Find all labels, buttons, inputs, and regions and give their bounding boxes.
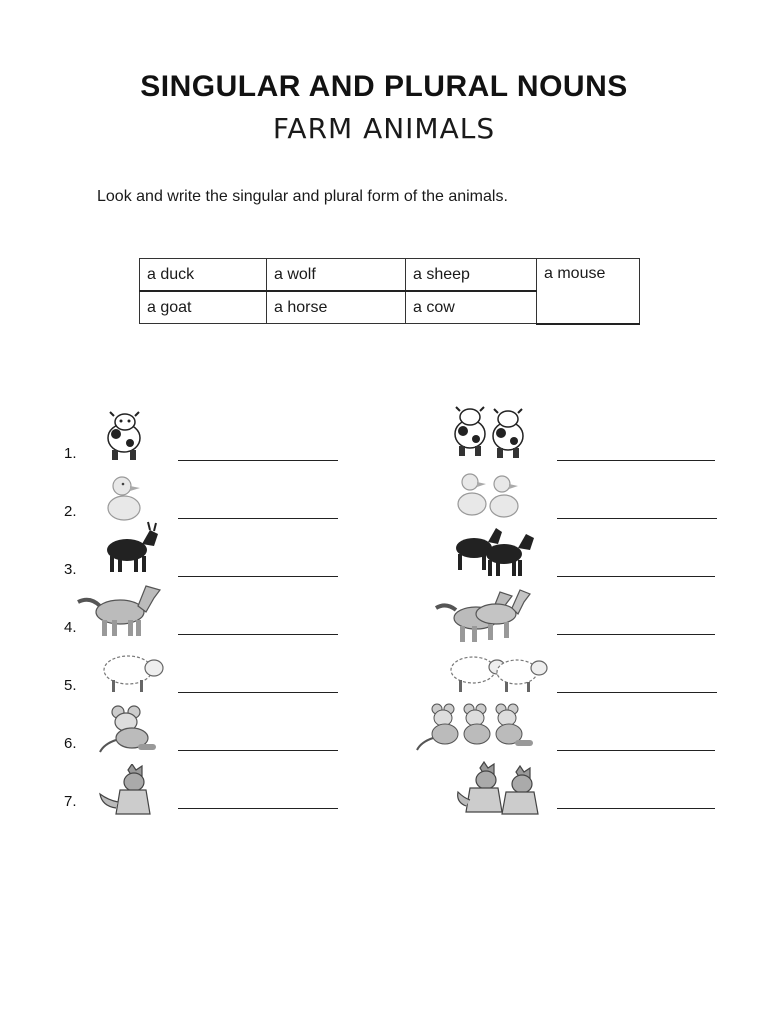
word-bank-cell: a duck	[140, 259, 267, 292]
answer-line-singular[interactable]	[178, 750, 338, 751]
answer-line-singular[interactable]	[178, 460, 338, 461]
wolf-icon	[98, 764, 156, 818]
goat-icon	[102, 520, 162, 576]
horse-icon	[76, 576, 166, 642]
word-bank-cell: a horse	[267, 291, 406, 324]
answer-line-plural[interactable]	[557, 576, 715, 577]
answer-line-singular[interactable]	[178, 808, 338, 809]
answer-line-plural[interactable]	[557, 518, 717, 519]
three-mice-icon	[415, 700, 539, 756]
two-goats-icon	[452, 520, 538, 578]
exercise-number: 6.	[64, 735, 77, 752]
instructions-text: Look and write the singular and plural form of the animals.	[97, 188, 508, 205]
duck-icon	[104, 472, 144, 526]
answer-line-singular[interactable]	[178, 518, 338, 519]
answer-line-plural[interactable]	[557, 634, 715, 635]
two-ducks-icon	[455, 466, 523, 520]
answer-line-plural[interactable]	[557, 750, 715, 751]
two-wolves-icon	[456, 760, 544, 818]
exercise-number: 1.	[64, 445, 77, 462]
word-bank-cell: a wolf	[267, 259, 406, 292]
exercise-number: 2.	[64, 503, 77, 520]
answer-line-plural[interactable]	[557, 692, 717, 693]
cow-icon	[102, 410, 148, 464]
word-bank-cell: a goat	[140, 291, 267, 324]
word-bank-table	[139, 258, 640, 325]
answer-line-singular[interactable]	[178, 634, 338, 635]
sheep-icon	[96, 650, 168, 694]
exercise-number: 4.	[64, 619, 77, 636]
page-subtitle: FARM ANIMALS	[272, 112, 496, 145]
exercise-number: 5.	[64, 677, 77, 694]
word-bank-cell: a mouse	[537, 259, 640, 324]
two-sheep-icon	[445, 650, 549, 694]
page-title: SINGULAR AND PLURAL NOUNS	[140, 70, 628, 103]
answer-line-plural[interactable]	[557, 460, 715, 461]
answer-line-singular[interactable]	[178, 692, 338, 693]
answer-line-plural[interactable]	[557, 808, 715, 809]
two-horses-icon	[434, 584, 534, 646]
mouse-icon	[98, 704, 162, 756]
two-cows-icon	[450, 404, 532, 462]
word-bank-row	[140, 259, 640, 292]
exercise-number: 3.	[64, 561, 77, 578]
word-bank-cell: a cow	[406, 291, 537, 324]
exercise-number: 7.	[64, 793, 77, 810]
word-bank-cell: a sheep	[406, 259, 537, 292]
answer-line-singular[interactable]	[178, 576, 338, 577]
